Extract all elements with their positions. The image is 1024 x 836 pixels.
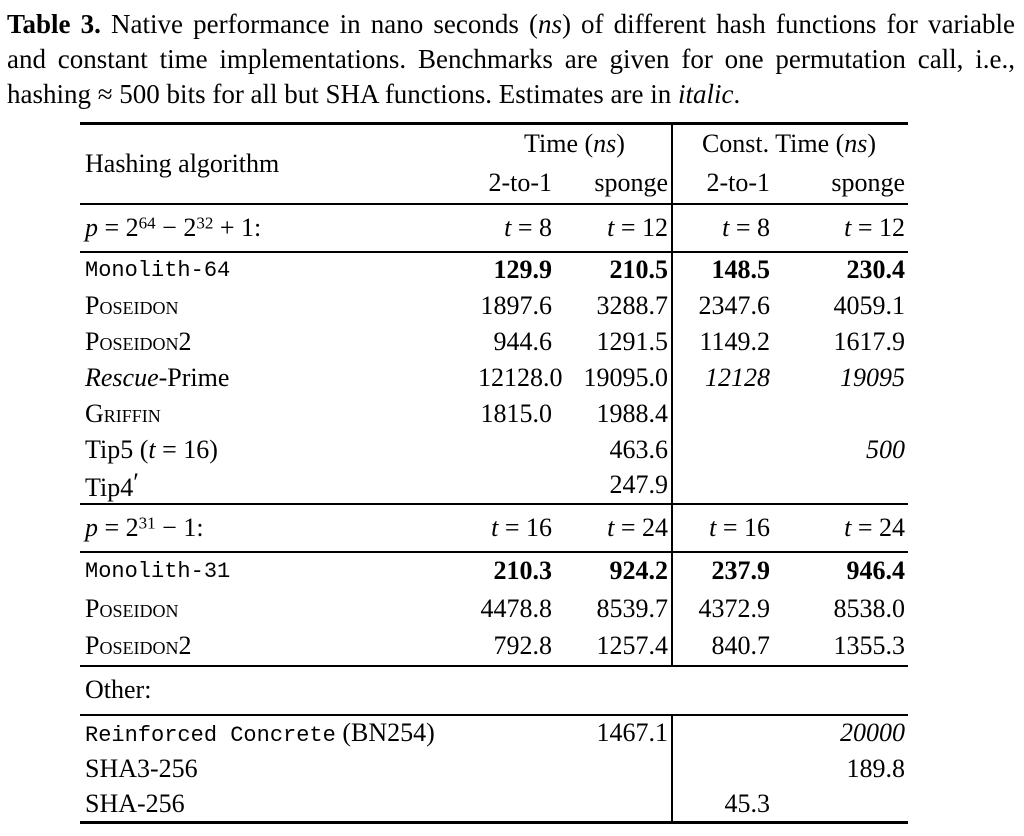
algorithm-name xyxy=(80,360,478,396)
cell-time-sponge: 1257.4 xyxy=(552,628,672,666)
cell-const-2to1: 2347.6 xyxy=(698,290,771,320)
math-text: = 8 xyxy=(511,212,552,242)
cell-time-2to1: 210.3 xyxy=(493,556,552,586)
math-t: t xyxy=(607,512,615,542)
cell-const-sponge: 1355.3 xyxy=(833,631,906,661)
section1-subheader-row xyxy=(80,204,908,252)
math-text: = 2 xyxy=(98,512,139,542)
cell-time-sponge: 3288.7 xyxy=(552,288,672,324)
cell-time-2to1: 944.6 xyxy=(493,326,552,356)
header-const-sponge: sponge xyxy=(831,168,906,197)
cell-time-sponge: 19095.0 xyxy=(552,360,672,396)
cell-const-sponge: 189.8 xyxy=(846,753,906,783)
cell-const-2to1 xyxy=(672,715,770,751)
cell-time-sponge: 924.2 xyxy=(552,552,672,590)
cell-const-2to1 xyxy=(672,396,770,432)
cell-time-2to1: 129.9 xyxy=(493,255,552,284)
row-poseidon2-64 xyxy=(80,324,908,360)
cell-time-2to1 xyxy=(478,751,552,787)
caption-ns-italic: ns xyxy=(537,9,562,39)
cell-const-sponge: 1617.9 xyxy=(833,326,906,356)
cell-const-sponge xyxy=(770,787,908,823)
math-text: = 24 xyxy=(614,512,669,542)
section2-t-col4 xyxy=(770,504,908,552)
math-text: − 2 xyxy=(155,212,197,242)
cell-time-sponge: 463.6 xyxy=(552,432,672,468)
algorithm-name xyxy=(80,468,478,504)
section1-t-col4 xyxy=(770,204,908,252)
cell-time-sponge: 1467.1 xyxy=(552,715,672,751)
cell-time-2to1 xyxy=(478,432,552,468)
cell-const-sponge: 19095 xyxy=(840,362,906,392)
section2-t-col1 xyxy=(478,504,552,552)
math-t: t xyxy=(607,212,615,242)
header-time-2to1: 2-to-1 xyxy=(488,168,552,197)
caption-text: . xyxy=(733,79,741,109)
math-text: = 16 xyxy=(716,512,771,542)
cell-const-sponge xyxy=(770,468,908,504)
math-text: = 8 xyxy=(729,212,771,242)
cell-const-2to1: 237.9 xyxy=(711,556,771,586)
row-griffin xyxy=(80,396,908,432)
algorithm-name: Poseidon xyxy=(85,593,179,623)
header-time-text: Time ( xyxy=(524,129,594,159)
cell-time-sponge: 8539.7 xyxy=(552,590,672,628)
math-text: − 1: xyxy=(155,512,204,542)
row-poseidon2-31 xyxy=(80,628,908,666)
algorithm-name xyxy=(80,715,478,751)
cell-const-sponge xyxy=(770,396,908,432)
math-p: p xyxy=(85,512,98,542)
cell-const-sponge: 230.4 xyxy=(846,255,906,284)
header-const-text: Const. Time ( xyxy=(701,129,845,159)
section3-subheader-row xyxy=(80,666,908,715)
header-const-ns: ns xyxy=(844,129,868,159)
cell-const-sponge: 20000 xyxy=(840,718,906,748)
cell-time-sponge xyxy=(552,787,672,823)
algorithm-name: SHA3-256 xyxy=(85,753,198,783)
algorithm-name: Griffin xyxy=(85,398,161,428)
cell-const-sponge: 946.4 xyxy=(846,556,906,586)
label-roman-part: Tip5 ( xyxy=(85,434,149,464)
cell-const-2to1: 12128 xyxy=(705,362,771,392)
caption-text: Native performance in nano seconds ( xyxy=(100,9,538,39)
math-exponent: 32 xyxy=(196,212,214,232)
cell-time-sponge: 247.9 xyxy=(552,468,672,504)
label-roman-part: -Prime xyxy=(158,362,230,392)
section2-field-label xyxy=(80,504,478,552)
cell-const-2to1 xyxy=(672,751,770,787)
label-roman-part: (BN254) xyxy=(335,718,435,748)
math-t: t xyxy=(844,212,852,242)
cell-const-2to1: 1149.2 xyxy=(699,326,771,356)
prime-mark: ′ xyxy=(133,467,139,497)
header-hashing-algorithm: Hashing algorithm xyxy=(85,148,280,178)
cell-const-2to1: 148.5 xyxy=(711,255,771,284)
section2-t-col3 xyxy=(672,504,770,552)
algorithm-name: Poseidon xyxy=(85,290,179,320)
row-monolith-31 xyxy=(80,552,908,590)
math-text: = 24 xyxy=(851,512,906,542)
algorithm-name: Monolith-31 xyxy=(85,558,231,584)
cell-const-sponge: 500 xyxy=(866,434,906,464)
row-reinforced-concrete xyxy=(80,715,908,751)
math-t: t xyxy=(722,212,730,242)
row-monolith-64 xyxy=(80,252,908,288)
section1-t-col2 xyxy=(552,204,672,252)
cell-time-2to1 xyxy=(478,787,552,823)
row-poseidon-31 xyxy=(80,590,908,628)
cell-const-2to1: 4372.9 xyxy=(698,593,771,623)
section1-field-label xyxy=(80,204,478,252)
math-t: t xyxy=(504,212,512,242)
algorithm-name: Monolith-64 xyxy=(85,257,231,283)
header-time-group xyxy=(478,124,672,164)
row-sha3-256 xyxy=(80,751,908,787)
header-time-sponge: sponge xyxy=(552,164,672,204)
caption-label: Table 3. xyxy=(7,9,101,39)
header-time-ns: ns xyxy=(593,129,617,159)
header-row-groups xyxy=(80,124,908,164)
cell-const-2to1: 45.3 xyxy=(724,788,771,818)
header-const-time-group xyxy=(672,124,908,164)
cell-time-2to1 xyxy=(478,468,552,504)
cell-time-sponge: 210.5 xyxy=(552,252,672,288)
algorithm-name: Poseidon2 xyxy=(85,631,192,661)
caption-italic-word: italic xyxy=(678,79,734,109)
math-exponent: 31 xyxy=(138,513,156,533)
math-text: = 2 xyxy=(98,212,139,242)
section3-heading: Other: xyxy=(85,675,152,705)
cell-const-2to1 xyxy=(672,468,770,504)
caption-text: ) of different hash functions for variable and constant time implementations. Benchmarks are given for one permutation call, i.e., hashing ≈ 500 bits for all but SHA functions. Estimates are in xyxy=(7,9,1015,109)
row-tip4-prime xyxy=(80,468,908,504)
math-text: = 12 xyxy=(851,212,906,242)
cell-const-sponge: 8538.0 xyxy=(833,593,906,623)
cell-time-2to1: 1897.6 xyxy=(480,290,552,320)
math-exponent: 64 xyxy=(138,212,156,232)
cell-time-sponge xyxy=(552,751,672,787)
label-italic-part: Rescue xyxy=(85,362,159,392)
cell-time-2to1: 4478.8 xyxy=(480,593,552,623)
cell-time-2to1 xyxy=(478,715,552,751)
algorithm-name xyxy=(80,432,478,468)
math-t: t xyxy=(148,434,156,464)
table-caption xyxy=(0,0,1024,112)
section1-t-col1 xyxy=(478,204,552,252)
cell-const-2to1: 840.7 xyxy=(711,631,771,661)
algorithm-name: Poseidon2 xyxy=(85,326,192,356)
benchmark-table xyxy=(80,122,908,824)
section2-t-col2 xyxy=(552,504,672,552)
cell-const-sponge: 4059.1 xyxy=(833,290,906,320)
cell-time-2to1: 12128.0 xyxy=(478,362,563,392)
cell-time-sponge: 1988.4 xyxy=(552,396,672,432)
header-const-text: ) xyxy=(867,129,877,159)
math-t: t xyxy=(491,512,499,542)
row-rescue-prime xyxy=(80,360,908,396)
math-t: t xyxy=(709,512,717,542)
cell-time-2to1: 792.8 xyxy=(493,631,552,661)
math-text: + 1: xyxy=(213,212,262,242)
label-roman-part: = 16) xyxy=(155,434,218,464)
math-p: p xyxy=(85,212,98,242)
row-sha-256 xyxy=(80,787,908,823)
header-const-2to1: 2-to-1 xyxy=(706,168,771,197)
section1-t-col3 xyxy=(672,204,770,252)
math-t: t xyxy=(844,512,852,542)
header-time-text: ) xyxy=(616,129,625,159)
label-roman-part: Tip4 xyxy=(85,472,134,502)
math-text: = 16 xyxy=(498,512,552,542)
label-mono-part: Reinforced Concrete xyxy=(85,723,336,749)
cell-time-2to1: 1815.0 xyxy=(480,398,552,428)
cell-time-sponge: 1291.5 xyxy=(552,324,672,360)
section2-subheader-row xyxy=(80,504,908,552)
algorithm-name: SHA-256 xyxy=(85,788,185,818)
math-text: = 12 xyxy=(614,212,669,242)
row-tip5 xyxy=(80,432,908,468)
cell-const-2to1 xyxy=(672,432,770,468)
row-poseidon-64 xyxy=(80,288,908,324)
